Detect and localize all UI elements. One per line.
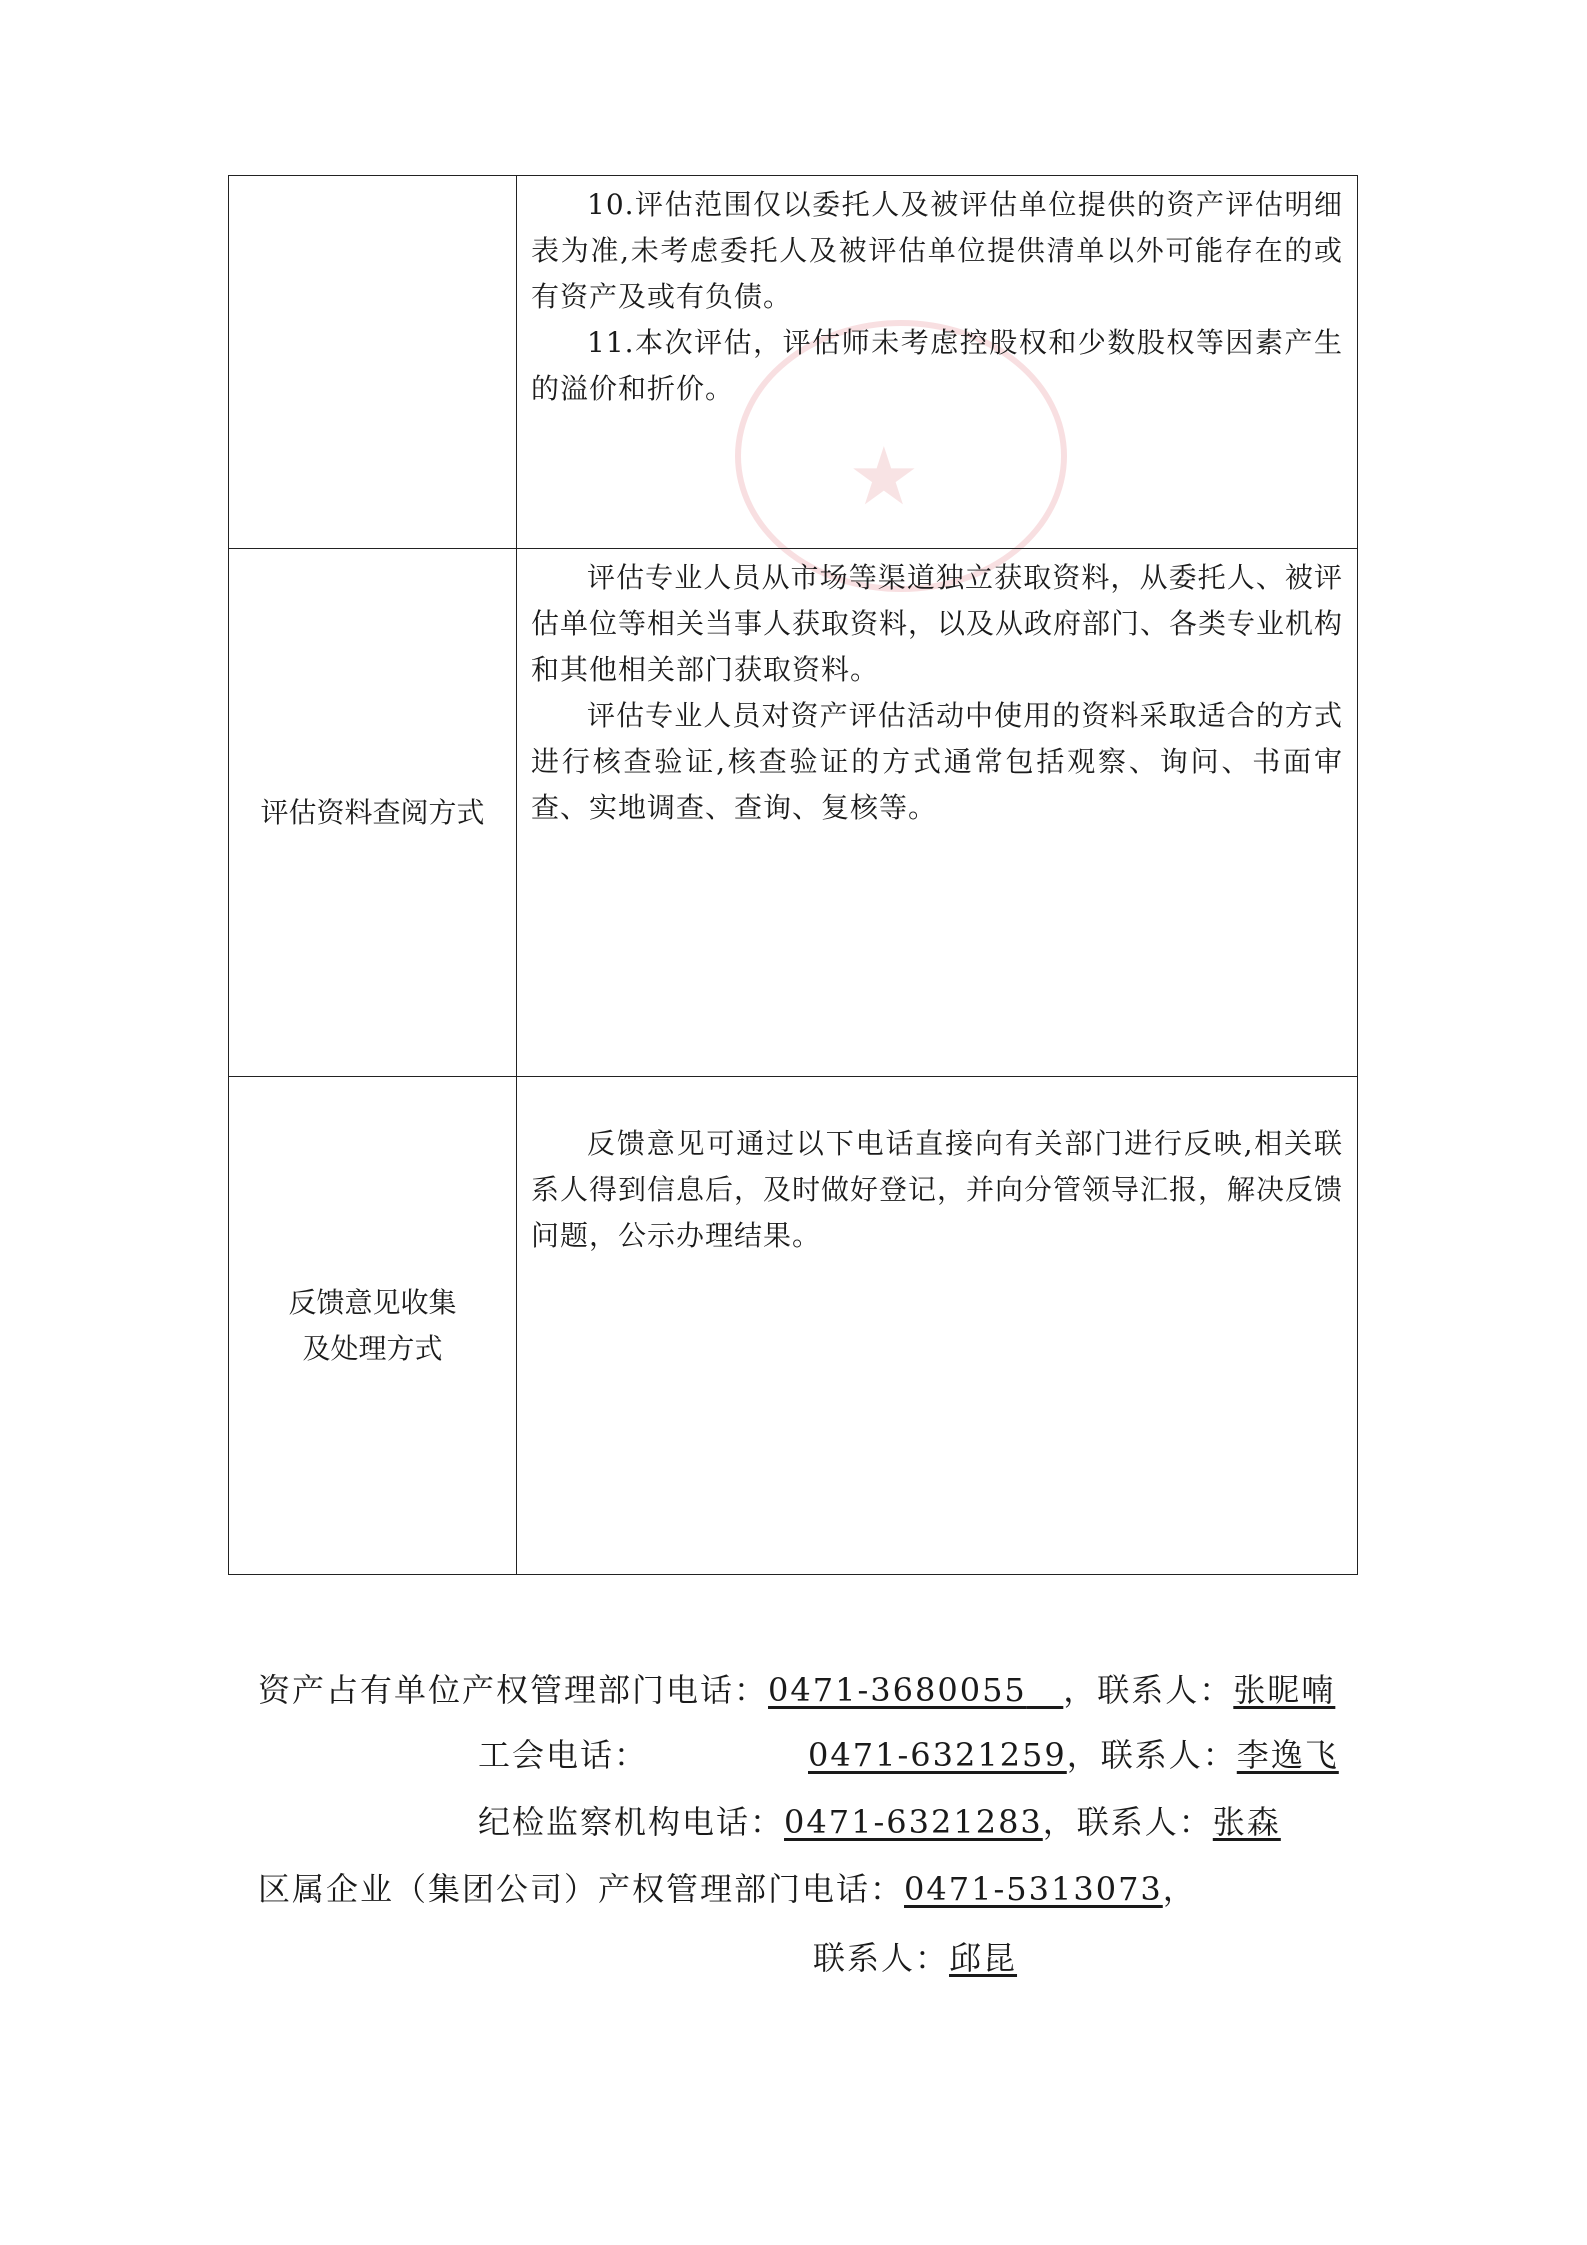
contact-label: 资产占有单位产权管理部门电话： (258, 1671, 769, 1709)
row-content-scope (517, 176, 1358, 549)
table-row-scope (229, 176, 1358, 549)
paragraph: 评估专业人员对资产评估活动中使用的资料采取适合的方式进行核查验证,核查验证的方式通常包括观察、询问、书面审查、实地调查、查询、复核等。 (531, 699, 1343, 824)
table-row-data-review (229, 549, 1358, 1077)
row-label-line: 反馈意见收集 (288, 1285, 457, 1319)
paragraph: 10.评估范围仅以委托人及被评估单位提供的资产评估明细表为准,未考虑委托人及被评估单位提供清单以外可能存在的或有资产及或有负债。 (531, 188, 1343, 313)
contact-mid: ，联系人： (1066, 1736, 1237, 1774)
info-table (228, 175, 1358, 1575)
row-content-feedback (517, 1077, 1358, 1575)
contact-line-group-person (813, 1933, 1017, 1979)
contact-label: 工会电话： (478, 1736, 649, 1774)
contact-name: 邱昆 (949, 1939, 1018, 1977)
contact-line-discipline (478, 1797, 1281, 1843)
contact-name: 张昵喃 (1233, 1671, 1336, 1709)
row-label-feedback (229, 1077, 517, 1575)
contact-name: 李逸飞 (1236, 1736, 1339, 1774)
contact-tail: ， (1162, 1870, 1197, 1908)
contact-name: 张森 (1212, 1803, 1281, 1841)
contact-label: 区属企业（集团公司）产权管理部门电话： (258, 1870, 905, 1908)
contact-mid: ，联系人： (1042, 1803, 1213, 1841)
paragraph: 反馈意见可通过以下电话直接向有关部门进行反映,相关联系人得到信息后，及时做好登记，并向分管领导汇报，解决反馈问题，公示办理结果。 (531, 1127, 1344, 1252)
contact-phone[interactable]: 0471-5313073 (904, 1870, 1163, 1908)
contact-phone[interactable]: 0471-6321259 (808, 1736, 1067, 1774)
row-label-data-review: 评估资料查阅方式 (229, 549, 517, 1077)
contact-label: 联系人： (813, 1939, 950, 1977)
contact-mid: ，联系人： (1063, 1671, 1234, 1709)
contact-label: 纪检监察机构电话： (478, 1803, 785, 1841)
seal-star-icon: ★ (848, 430, 920, 523)
contact-phone[interactable]: 0471-6321283 (784, 1803, 1043, 1841)
contact-line-asset-dept (258, 1665, 1335, 1711)
paragraph: 11.本次评估，评估师未考虑控股权和少数股权等因素产生的溢价和折价。 (531, 326, 1343, 405)
contact-line-union (478, 1730, 1339, 1776)
row-content-data-review (517, 549, 1358, 1077)
contact-phone[interactable]: 0471-3680055 (768, 1671, 1027, 1709)
contact-line-group-dept (258, 1864, 1197, 1910)
row-label-empty (229, 176, 517, 549)
paragraph: 评估专业人员从市场等渠道独立获取资料，从委托人、被评估单位等相关当事人获取资料，以及从政府部门、各类专业机构和其他相关部门获取资料。 (531, 561, 1344, 686)
table-row-feedback (229, 1077, 1358, 1575)
row-label-line: 及处理方式 (302, 1331, 443, 1365)
